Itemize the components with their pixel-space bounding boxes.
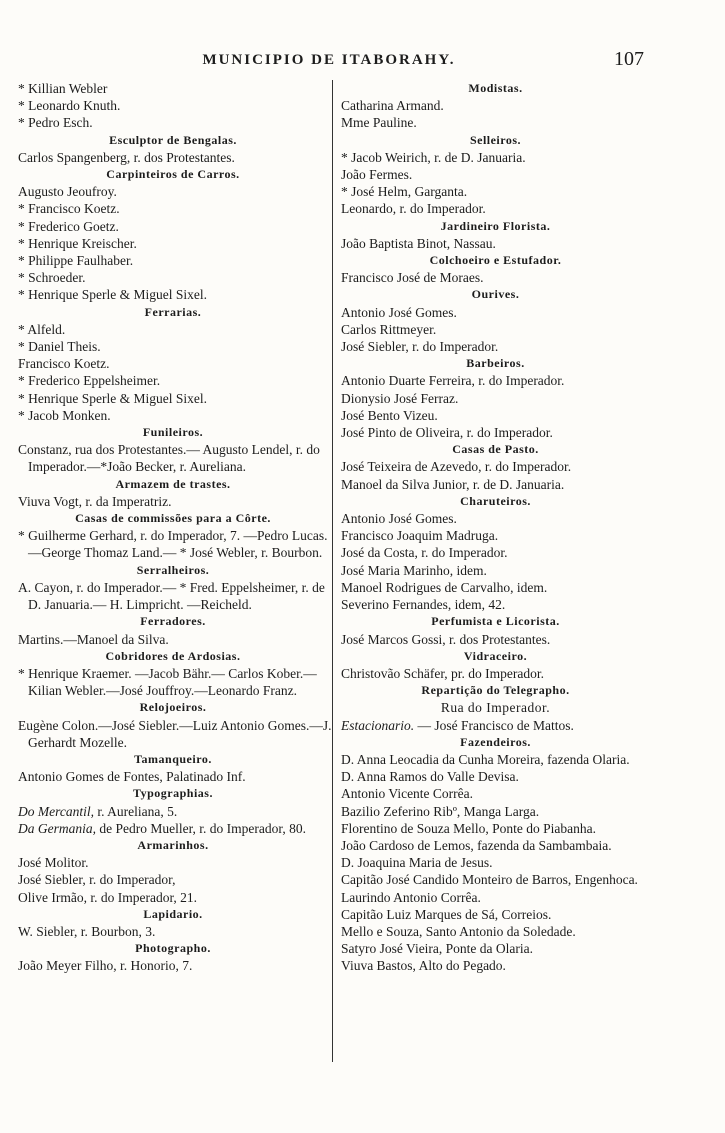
entry: Martins.—Manoel da Silva. <box>18 631 169 647</box>
section-heading: Typographias. <box>133 786 213 801</box>
entry: José Siebler, r. do Imperador, <box>18 872 176 888</box>
entry: * Frederico Eppelsheimer. <box>18 373 161 389</box>
entry: * Frederico Goetz. <box>18 218 119 234</box>
entry <box>14 820 332 837</box>
section-heading: Ourives. <box>471 287 520 302</box>
entry: José Siebler, r. do Imperador. <box>341 339 499 355</box>
page-number: 107 <box>614 48 644 70</box>
section-heading: Selleiros. <box>469 132 522 147</box>
page-header <box>14 50 644 74</box>
section-heading: Esculptor de Bengalas. <box>109 132 237 147</box>
entry: José Bento Vizeu. <box>341 407 438 423</box>
section-heading: Charuteiros. <box>460 493 531 508</box>
entry: Augusto Jeoufroy. <box>18 184 117 200</box>
entry: João Fermes. <box>341 167 413 183</box>
section-heading: Casas de Pasto. <box>452 442 539 457</box>
entry: Bazilio Zeferino Ribº, Manga Larga. <box>341 803 540 819</box>
section-heading: Photographo. <box>135 941 211 956</box>
entry-text: de Pedro Mueller, r. do Imperador, 80. <box>96 820 306 836</box>
entry <box>14 803 332 820</box>
entry: * Killian Webler <box>18 81 108 96</box>
entry-italic: Do Mercantil, <box>18 803 94 819</box>
entry: Mello e Souza, Santo Antonio da Soledade. <box>341 923 576 939</box>
entry: Christovão Schäfer, pr. do Imperador. <box>341 665 545 681</box>
entry: Viuva Bastos, Alto do Pegado. <box>341 958 506 974</box>
section-heading: Jardineiro Florista. <box>440 218 551 233</box>
entry-text: r. Aureliana, 5. <box>93 803 178 819</box>
entry: Antonio Vicente Corrêa. <box>341 786 474 802</box>
entry: * Philippe Faulhaber. <box>18 253 134 269</box>
section-heading: Relojoeiros. <box>139 700 207 715</box>
entry-italic: Estacionario. <box>341 717 415 733</box>
entry: Florentino de Souza Mello, Ponte do Piabanha. <box>341 820 596 836</box>
entry: Antonio Gomes de Fontes, Palatinado Inf. <box>18 769 246 785</box>
section-heading: Repartição do Telegrapho. <box>421 683 570 698</box>
entry: João Cardoso de Lemos, fazenda da Sambambaia. <box>341 837 612 853</box>
section-heading: Armazem de trastes. <box>115 476 231 491</box>
entry: José Pinto de Oliveira, r. do Imperador. <box>341 425 553 441</box>
entry: Manoel Rodrigues de Carvalho, idem. <box>341 579 548 595</box>
section-heading: Colchoeiro e Estufador. <box>429 253 562 268</box>
entry: * Henrique Sperle & Miguel Sixel. <box>18 390 207 406</box>
entry: * José Helm, Garganta. <box>341 184 468 200</box>
entry: Dionysio José Ferraz. <box>341 390 459 406</box>
entry: Catharina Armand. <box>341 98 444 114</box>
entry: Francisco José de Moraes. <box>341 270 484 286</box>
section-heading: Tamanqueiro. <box>134 751 212 766</box>
entry: Leonardo, r. do Imperador. <box>341 201 486 217</box>
entry: José Molitor. <box>18 855 89 871</box>
entry: * Jacob Monken. <box>18 407 111 423</box>
section-heading: Modistas. <box>468 81 523 95</box>
entry: José da Costa, r. do Imperador. <box>341 545 508 561</box>
left-column <box>14 80 332 975</box>
entry: Olive Irmão, r. do Imperador, 21. <box>18 889 198 905</box>
entry: * Henrique Kreischer. <box>18 235 137 251</box>
entry: José Teixeira de Azevedo, r. do Imperador. <box>341 459 572 475</box>
entry: Francisco Joaquim Madruga. <box>341 528 499 544</box>
entry: D. Anna Ramos do Valle Devisa. <box>341 769 519 785</box>
section-heading: Lapidario. <box>143 906 203 921</box>
entry: João Baptista Binot, Nassau. <box>341 235 496 251</box>
entry: D. Anna Leocadia da Cunha Moreira, fazenda Olaria. <box>341 751 630 767</box>
entry: Laurindo Antonio Corrêa. <box>341 889 481 905</box>
entry: * Daniel Theis. <box>18 339 101 355</box>
section-heading: Carpinteiros de Carros. <box>106 167 240 182</box>
entry-text: — José Francisco de Mattos. <box>414 717 574 733</box>
entry: José Marcos Gossi, r. dos Protestantes. <box>341 631 551 647</box>
entry: Carlos Spangenberg, r. dos Protestantes. <box>18 149 235 165</box>
entry: Viuva Vogt, r. da Imperatriz. <box>18 493 172 509</box>
entry: D. Joaquina Maria de Jesus. <box>341 855 493 871</box>
section-heading: Perfumista e Licorista. <box>431 614 560 629</box>
entry: Francisco Koetz. <box>18 356 110 372</box>
section-heading: Armarinhos. <box>137 837 209 852</box>
right-column <box>332 80 654 1062</box>
entry: * Alfeld. <box>18 321 66 337</box>
entry: Capitão José Candido Monteiro de Barros, Engenhoca. <box>341 872 638 888</box>
entry: Antonio José Gomes. <box>341 304 457 320</box>
entry: Satyro José Vieira, Ponte da Olaria. <box>341 941 534 957</box>
section-heading: Cobridores de Ardosias. <box>105 648 241 663</box>
section-heading: Ferrarias. <box>144 304 202 319</box>
entry: José Maria Marinho, idem. <box>341 562 487 578</box>
section-heading: Funileiros. <box>142 425 204 440</box>
section-heading: Vidraceiro. <box>463 648 528 663</box>
entry: João Meyer Filho, r. Honorio, 7. <box>18 958 193 974</box>
entry: * Francisco Koetz. <box>18 201 120 217</box>
entry: Rua do Imperador. <box>440 700 551 716</box>
section-heading: Serralheiros. <box>136 562 210 577</box>
entry: Antonio José Gomes. <box>341 511 457 527</box>
entry: Capitão Luiz Marques de Sá, Correios. <box>341 906 552 922</box>
entry: Severino Fernandes, idem, 42. <box>341 597 506 613</box>
entry: * Guilherme Gerhard, r. do Imperador, 7. —Pedro Lucas.—George Thomaz Land.— * José Webler, r. Bourbon. <box>18 528 328 561</box>
entry: * Jacob Weirich, r. de D. Januaria. <box>341 149 526 165</box>
entry: * Schroeder. <box>18 270 86 286</box>
entry: * Leonardo Knuth. <box>18 98 121 114</box>
entry <box>337 717 654 734</box>
entry: * Henrique Kraemer. —Jacob Bähr.— Carlos Kober.—Kilian Webler.—José Jouffroy.—Leonardo Franz. <box>18 665 317 699</box>
section-heading: Barbeiros. <box>466 356 525 371</box>
entry: Mme Pauline. <box>341 115 417 131</box>
entry-italic: Da Germania, <box>18 820 96 836</box>
section-heading: Ferradores. <box>140 614 206 629</box>
running-head: MUNICIPIO DE ITABORAHY. <box>202 52 456 68</box>
entry: Antonio Duarte Ferreira, r. do Imperador. <box>341 373 565 389</box>
entry: Constanz, rua dos Protestantes.— Augusto Lendel, r. do Imperador.—*João Becker, r. Aureliana. <box>18 442 320 475</box>
entry: Manoel da Silva Junior, r. de D. Januaria. <box>341 476 565 492</box>
entry: A. Cayon, r. do Imperador.— * Fred. Eppelsheimer, r. de D. Januaria.— H. Limpricht. —Reicheld. <box>18 579 325 613</box>
entry: Carlos Rittmeyer. <box>341 321 437 337</box>
entry: W. Siebler, r. Bourbon, 3. <box>18 923 156 939</box>
entry: * Pedro Esch. <box>18 115 93 131</box>
section-heading: Fazendeiros. <box>460 734 531 749</box>
entry: * Henrique Sperle & Miguel Sixel. <box>18 287 207 303</box>
section-heading: Casas de commissões para a Côrte. <box>75 511 271 526</box>
entry: Eugène Colon.—José Siebler.—Luiz Antonio Gomes.—J. Gerhardt Mozelle. <box>18 717 332 750</box>
